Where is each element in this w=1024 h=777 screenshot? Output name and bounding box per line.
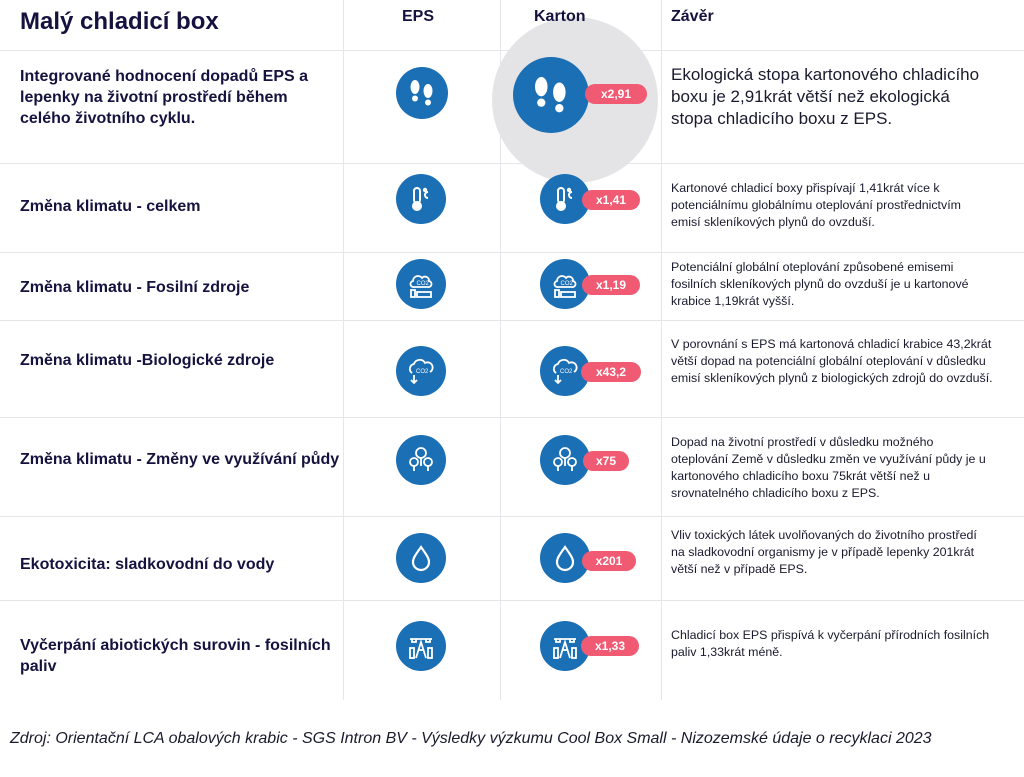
- ratio-badge: x1,19: [582, 275, 640, 295]
- table-title: Malý chladicí box: [20, 8, 219, 35]
- row-label: Změna klimatu - Fosilní zdroje: [20, 279, 250, 296]
- ratio-badge: x1,33: [581, 636, 639, 656]
- column-header-zaver: Závěr: [671, 8, 714, 25]
- ratio-badge: x2,91: [585, 84, 647, 104]
- ratio-badge: x43,2: [581, 362, 641, 382]
- column-header-eps: EPS: [402, 8, 435, 25]
- row-divider: [0, 252, 1024, 253]
- conclusion-text: Dopad na životní prostředí v důsledku možného oteplování Země v důsledku změn ve využívání půdy je u kartonového chladicího boxu 75krát větší než u srovnatelného chladicího boxu z EPS.: [671, 435, 986, 500]
- ratio-badge: x201: [582, 551, 636, 571]
- row-label: Ekotoxicita: sladkovodní do vody: [20, 556, 275, 573]
- svg-text:CO2: CO2: [560, 281, 573, 287]
- svg-text:CO2: CO2: [416, 281, 429, 287]
- co2-cloud-icon: [396, 346, 446, 396]
- row-divider: [0, 417, 1024, 418]
- column-divider: [661, 0, 662, 700]
- row-divider: [0, 516, 1024, 517]
- ratio-badge: x75: [583, 451, 629, 471]
- svg-text:CO2: CO2: [416, 369, 429, 375]
- column-header-karton: Karton: [534, 8, 586, 25]
- row-label: Změna klimatu - Změny ve využívání půdy: [20, 451, 340, 468]
- row-label: Integrované hodnocení dopadů EPS a lepenky na životní prostředí během celého životního cyklu.: [20, 68, 309, 127]
- row-divider: [0, 163, 1024, 164]
- trees-icon: [396, 435, 446, 485]
- conclusion-text: V porovnání s EPS má kartonová chladicí krabice 43,2krát větší dopad na potenciální globální oteplování v důsledku emisí skleníkových plynů z biologických zdrojů do ovzduší.: [671, 337, 993, 385]
- conclusion-text: Chladicí box EPS přispívá k vyčerpání přírodních fosilních paliv 1,33krát méně.: [671, 628, 990, 659]
- conclusion-text: Potenciální globální oteplování způsobené emisemi fosilních skleníkových plynů do ovzduší je u kartonové krabice 1,19krát vyšší.: [671, 260, 969, 308]
- conclusion-text: Ekologická stopa kartonového chladicího boxu je 2,91krát větší než ekologická stopa chladicího boxu z EPS.: [671, 65, 980, 128]
- conclusion-text: Kartonové chladicí boxy přispívají 1,41krát více k potenciálnímu globálnímu oteplování prostřednictvím emisí skleníkových plynů do ovzduší.: [671, 181, 961, 229]
- water-drop-icon: [396, 533, 446, 583]
- row-label: Vyčerpání abiotických surovin - fosilních paliv: [20, 637, 331, 675]
- svg-text:CO2: CO2: [560, 369, 573, 375]
- source-footnote: Zdroj: Orientační LCA obalových krabic - SGS Intron BV - Výsledky výzkumu Cool Box Small - Nizozemské údaje o recyklaci 2023: [10, 730, 932, 747]
- conclusion-text: Vliv toxických látek uvolňovaných do životního prostředí na sladkovodní organismy je v případě lepenky 201krát větší než v případě EPS.: [671, 528, 977, 576]
- co2-factory-icon: [396, 259, 446, 309]
- footprints-icon: [513, 57, 589, 133]
- row-label: Změna klimatu - celkem: [20, 198, 201, 215]
- column-divider: [343, 0, 344, 700]
- footprints-icon: [396, 67, 448, 119]
- oil-pump-icon: [396, 621, 446, 671]
- row-divider: [0, 320, 1024, 321]
- row-label: Změna klimatu -Biologické zdroje: [20, 352, 275, 369]
- row-divider: [0, 600, 1024, 601]
- thermometer-icon: [396, 174, 446, 224]
- ratio-badge: x1,41: [582, 190, 640, 210]
